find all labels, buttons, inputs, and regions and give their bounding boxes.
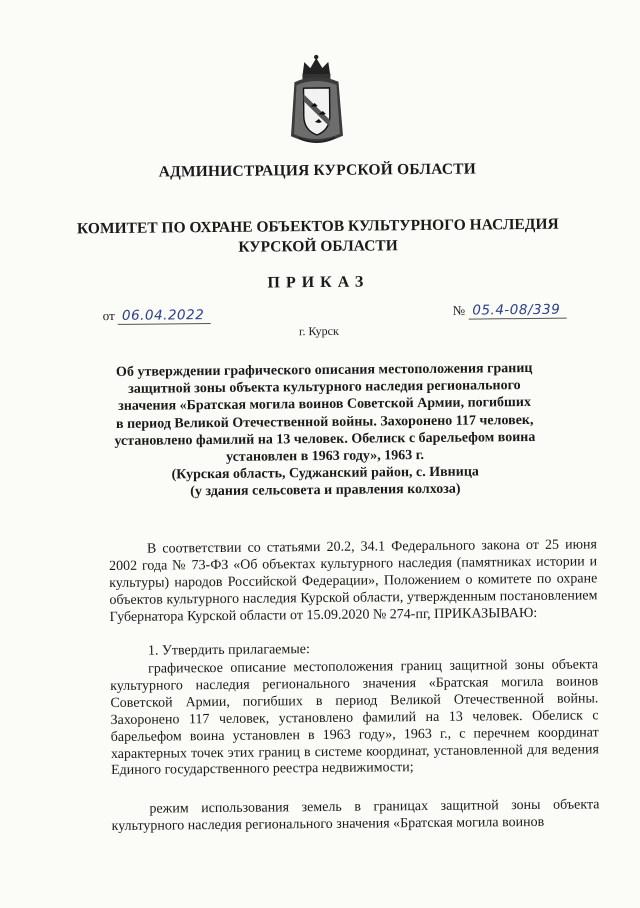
body-item-1: 1. Утвердить прилагаемые: [147, 642, 310, 659]
committee-heading [58, 215, 578, 260]
committee-heading-line: КУРСКОЙ ОБЛАСТИ [238, 237, 398, 256]
title-line: установлено фамилий на 13 человек. Обелиск с барельефом воина [114, 429, 536, 449]
document-number-field [453, 302, 567, 320]
date-field [103, 307, 211, 325]
title-line: (Курская область, Суджанский район, с. Ивница [171, 464, 479, 483]
title-line: установлен в 1963 году», 1963 г. [226, 448, 425, 465]
coat-of-arms-icon [284, 52, 349, 149]
number-prefix: № [452, 302, 466, 318]
title-line: в период Великой Отечественной войны. Захоронено 117 человек, [115, 412, 534, 432]
title-line: значения «Братская могила воинов Советской Армии, погибших [118, 395, 531, 415]
body-paragraph-graphic-description: графическое описание местоположения границ защитной зоны объекта культурного наследия регионального значения «Братская могила воинов Советской Армии, погибших в период Великой Отечественной войны. Захоронено 117 человек, установлено фамилий на 13 человек. Обелиск с барельефом воина установлен в 1963 году», 1963 г., с перечнем координат характерных точек этих границ в системе координат, установленной для ведения Единого государственного реестра недвижимости; [110, 657, 599, 779]
handwritten-date: 06.04.2022 [118, 307, 210, 325]
administration-heading: АДМИНИСТРАЦИЯ КУРСКОЙ ОБЛАСТИ [158, 160, 477, 181]
committee-heading-line: КОМИТЕТ ПО ОХРАНЕ ОБЪЕКТОВ КУЛЬТУРНОГО НАСЛЕДИЯ [76, 215, 559, 238]
document-title [99, 360, 550, 502]
body-paragraph-preamble: В соответствии со статьями 20.2, 34.1 Федерального закона от 25 июня 2002 года № 73-ФЗ «Об объектах культурного наследия (памятниках истории и культуры) народов Российской Федерации», Положением о комитете по охране объектов культурного наследия Курской области, утвержденным постановлением Губернатора Курской области от 15.09.2020 № 274-пг, ПРИКАЗЫВАЮ: [109, 537, 598, 625]
city-label: г. Курск [298, 323, 339, 339]
body-paragraph-land-use-regime: режим использования земель в границах защитной зоны объекта культурного наследия регионального значения «Братская могила воинов [111, 797, 600, 834]
title-line: защитной зоны объекта культурного наследия регионального [128, 378, 521, 398]
title-line: (у здания сельсовета и правления колхоза) [190, 482, 461, 500]
document-type-heading: ПРИКАЗ [267, 273, 370, 292]
title-line: Об утверждении графического описания местоположения границ [115, 360, 533, 380]
date-prefix: от [102, 307, 115, 324]
handwritten-number: 05.4-08/339 [468, 302, 566, 320]
